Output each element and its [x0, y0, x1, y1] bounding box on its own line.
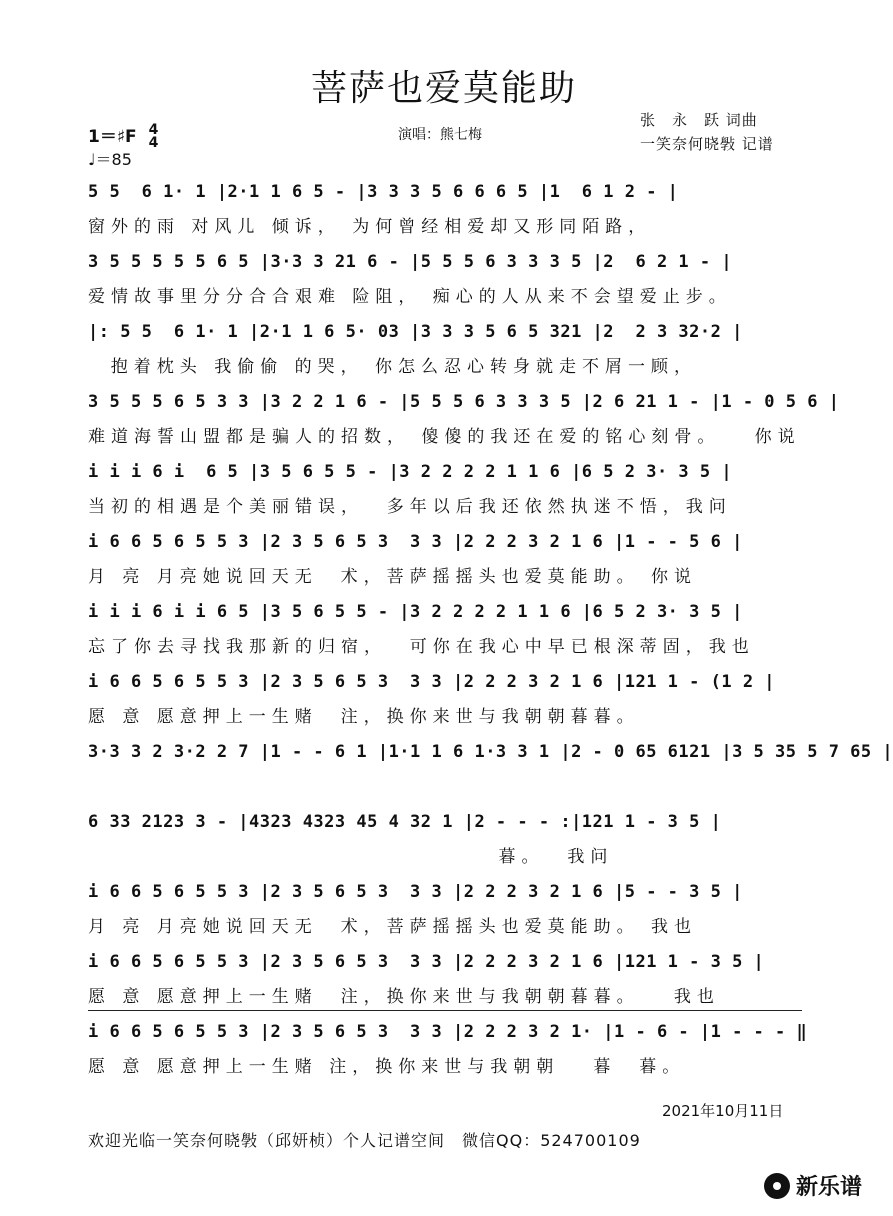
lyric-line: 爱情故事里分分合合艰难 险阻， 痴心的人从来不会望爱止步。 — [88, 287, 732, 307]
footer-note: 欢迎光临一笑奈何晓斅（邱妍桢）个人记谱空间 微信QQ：524700109 — [88, 1131, 641, 1150]
lyric-line: 月 亮 月亮她说回天无 术，菩萨摇摇头也爱莫能助。 我也 — [88, 917, 698, 937]
notation-line: i i i 6 i i 6 5 |3 5 6 5 5 - |3 2 2 2 2 1 1 6 |6 5 2 3· 3 5 | — [88, 602, 743, 622]
lyric-line: 忘了你去寻找我那新的归宿， 可你在我心中早已根深蒂固，我也 — [88, 637, 755, 657]
lyric-line: 抱着枕头 我偷偷 的哭， 你怎么忍心转身就走不屑一顾， — [88, 357, 698, 377]
lyric-line: 月 亮 月亮她说回天无 术，菩萨摇摇头也爱莫能助。 你说 — [88, 567, 698, 587]
notation-line: 3 5 5 5 5 5 6 5 |3·3 3 21 6 - |5 5 5 6 3 3 3 5 |2 6 2 1 - | — [88, 252, 733, 272]
credits — [640, 108, 774, 156]
notation-line: i 6 6 5 6 5 5 3 |2 3 5 6 5 3 3 3 |2 2 2 3 2 1 6 |5 - - 3 5 | — [88, 882, 743, 902]
lyric-line: 暮。 我问 — [88, 847, 614, 867]
date-label: 2021年10月11日 — [662, 1102, 784, 1120]
key-signature — [88, 122, 158, 150]
tempo-marking: ♩＝85 — [88, 150, 132, 169]
vinyl-record-icon — [764, 1173, 790, 1199]
lyric-line: 窗外的雨 对风儿 倾诉， 为何曾经相爱却又形同陌路， — [88, 217, 652, 237]
notation-line: 6 33 2123 3 - |4323 4323 45 4 32 1 |2 - - - :|121 1 - 3 5 | — [88, 812, 722, 832]
notation-line: 5 5 6 1· 1 |2·1 1 6 5 - |3 3 3 5 6 6 6 5 |1 6 1 2 - | — [88, 182, 679, 202]
notation-line: |: 5 5 6 1· 1 |2·1 1 6 5· 03 |3 3 3 5 6 5 321 |2 2 3 32·2 | — [88, 322, 743, 342]
time-sig-top: 4 — [148, 122, 159, 138]
time-sig-bottom: 4 — [148, 135, 159, 151]
song-title: 菩萨也爱莫能助 — [310, 68, 577, 109]
repeat-bracket — [88, 1010, 802, 1011]
notation-line: i 6 6 5 6 5 5 3 |2 3 5 6 5 3 3 3 |2 2 2 3 2 1 6 |121 1 - 3 5 | — [88, 952, 765, 972]
time-signature — [149, 124, 159, 150]
notation-line: 3 5 5 5 6 5 3 3 |3 2 2 1 6 - |5 5 5 6 3 3 3 5 |2 6 21 1 - |1 - 0 5 6 | — [88, 392, 840, 412]
lyric-line: 愿 意 愿意押上一生赌 注，换你来世与我朝朝暮暮。 — [88, 707, 640, 727]
notation-line: i i i 6 i 6 5 |3 5 6 5 5 - |3 2 2 2 2 1 1 6 |6 5 2 3· 3 5 | — [88, 462, 733, 482]
notation-line: 3·3 3 2 3·2 2 7 |1 - - 6 1 |1·1 1 6 1·3 3 1 |2 - 0 65 6121 |3 5 35 5 7 65 | — [88, 742, 893, 762]
notation-line: i 6 6 5 6 5 5 3 |2 3 5 6 5 3 3 3 |2 2 2 3 2 1· |1 - 6 - |1 - - - ‖ — [88, 1022, 808, 1042]
singer-label: 演唱：熊七梅 — [398, 127, 482, 143]
composer-credit: 张 永 跃 词曲 — [640, 111, 758, 129]
notation-line: i 6 6 5 6 5 5 3 |2 3 5 6 5 3 3 3 |2 2 2 3 2 1 6 |121 1 - (1 2 | — [88, 672, 776, 692]
lyric-line: 当初的相遇是个美丽错误， 多年以后我还依然执迷不悟，我问 — [88, 497, 732, 517]
brand-label: 新乐谱 — [796, 1175, 863, 1200]
notation-line: i 6 6 5 6 5 5 3 |2 3 5 6 5 3 3 3 |2 2 2 3 2 1 6 |1 - - 5 6 | — [88, 532, 743, 552]
lyric-line: 难道海誓山盟都是骗人的招数， 傻傻的我还在爱的铭心刻骨。 你说 — [88, 427, 801, 447]
transcriber-credit: 一笑奈何晓斅 记谱 — [640, 135, 774, 153]
lyric-line: 愿 意 愿意押上一生赌 注，换你来世与我朝朝 暮 暮。 — [88, 1057, 686, 1077]
brand-watermark — [764, 1170, 862, 1201]
lyric-line: 愿 意 愿意押上一生赌 注，换你来世与我朝朝暮暮。 我也 — [88, 987, 720, 1007]
key-label: 1＝♯F — [88, 127, 137, 147]
